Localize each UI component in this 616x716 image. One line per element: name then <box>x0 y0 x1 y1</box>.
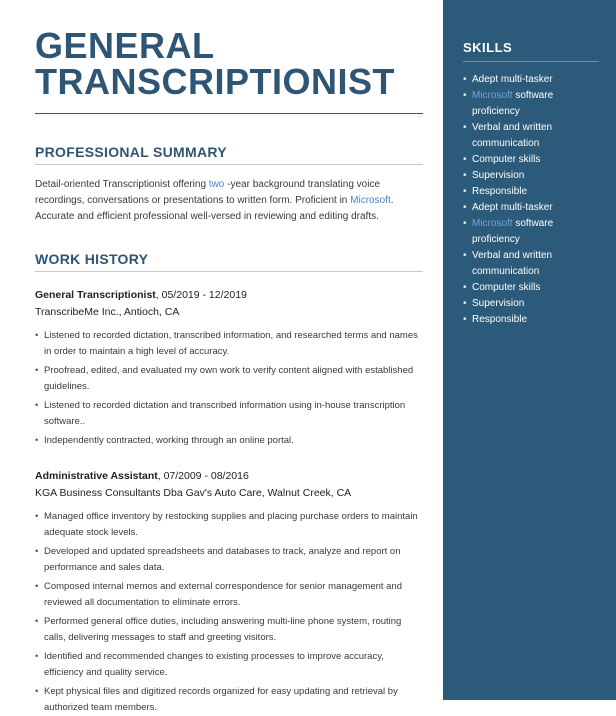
summary-highlight-a: two <box>208 179 225 190</box>
candidate-name <box>35 25 423 102</box>
duty-item: • Proofread, edited, and evaluated my own work to verify content aligned with established guidelines. <box>35 363 420 395</box>
skill-item <box>463 88 602 120</box>
job-header <box>35 288 423 303</box>
skill-text: Computer skills <box>472 154 541 165</box>
skill-text: Supervision <box>472 298 525 309</box>
skill-item <box>463 296 602 312</box>
skill-item <box>463 200 602 216</box>
job-dates: , 05/2019 - 12/2019 <box>155 289 247 301</box>
duty-item: • Identified and recommended changes to existing processes to improve accuracy, efficiency and quality service. <box>35 649 420 681</box>
job-dates: , 07/2009 - 08/2016 <box>157 470 249 482</box>
skill-text: Computer skills <box>472 282 541 293</box>
job-duties <box>35 328 420 449</box>
skill-item <box>463 168 602 184</box>
skill-text: Verbal and written communication <box>472 122 553 149</box>
skill-highlight: Microsoft <box>472 218 513 229</box>
skill-highlight: Microsoft <box>472 90 513 101</box>
job-title: General Transcriptionist <box>35 289 156 301</box>
skill-text: Adept multi-tasker <box>472 74 553 85</box>
duty-item: • Developed and updated spreadsheets and databases to track, analyze and report on performance and sales data. <box>35 544 420 576</box>
skill-item <box>463 184 602 200</box>
job-entry <box>35 469 423 716</box>
skill-text: Verbal and written communication <box>472 250 553 277</box>
skill-item <box>463 312 602 328</box>
summary-heading: PROFESSIONAL SUMMARY <box>35 144 423 165</box>
skill-text: Responsible <box>472 186 528 197</box>
skill-item <box>463 120 602 152</box>
skill-item <box>463 72 602 88</box>
job-duties <box>35 509 420 716</box>
summary-text-a: Detail-oriented Transcriptionist offering <box>35 179 209 190</box>
duty-item: • Listened to recorded dictation and transcribed information using in-house transcription software.. <box>35 398 420 430</box>
name-line-1: GENERAL <box>35 25 215 66</box>
name-line-2: TRANSCRIPTIONIST <box>35 61 396 102</box>
job-title: Administrative Assistant <box>35 470 158 482</box>
skill-text: Supervision <box>472 170 525 181</box>
skill-item <box>463 248 602 280</box>
skills-list <box>463 72 602 328</box>
summary-highlight-b: Microsoft <box>350 195 391 206</box>
skill-text: Responsible <box>472 314 528 325</box>
duty-item: • Independently contracted, working through an online portal. <box>35 433 420 449</box>
skills-heading: SKILLS <box>463 40 599 62</box>
skill-text-suffix: software proficiency <box>472 218 554 245</box>
duty-item: • Managed office inventory by restocking supplies and placing purchase orders to maintain adequate stock levels. <box>35 509 420 541</box>
skill-item <box>463 280 602 296</box>
job-header <box>35 469 423 484</box>
duty-item: • Kept physical files and digitized records organized for easy updating and retrieval by authorized team members. <box>35 684 420 716</box>
summary-text <box>35 177 415 225</box>
skill-text-suffix: software proficiency <box>472 90 554 117</box>
skill-text: Adept multi-tasker <box>472 202 553 213</box>
header-divider <box>35 113 423 114</box>
summary-text-b: -year background translating voice recordings, conversations or presentations to written form. Proficient in <box>35 179 380 206</box>
duty-item: • Composed internal memos and external correspondence for senior management and reviewed all documentation to eliminate errors. <box>35 579 420 611</box>
skill-item <box>463 216 602 248</box>
work-history-heading: WORK HISTORY <box>35 251 423 272</box>
skill-item <box>463 152 602 168</box>
job-entry <box>35 288 423 449</box>
summary-text-c: . Accurate and efficient professional well-versed in reviewing and editing drafts. <box>35 195 394 222</box>
job-company: KGA Business Consultants Dba Gav's Auto Care, Walnut Creek, CA <box>35 487 352 499</box>
duty-item: • Performed general office duties, including answering multi-line phone system, routing calls, delivering messages to staff and greeting visitors. <box>35 614 420 646</box>
duty-item: • Listened to recorded dictation, transcribed information, and researched terms and names in order to maintain a high level of accuracy. <box>35 328 420 360</box>
job-company: TranscribeMe Inc., Antioch, CA <box>35 306 180 318</box>
sidebar <box>443 0 616 700</box>
